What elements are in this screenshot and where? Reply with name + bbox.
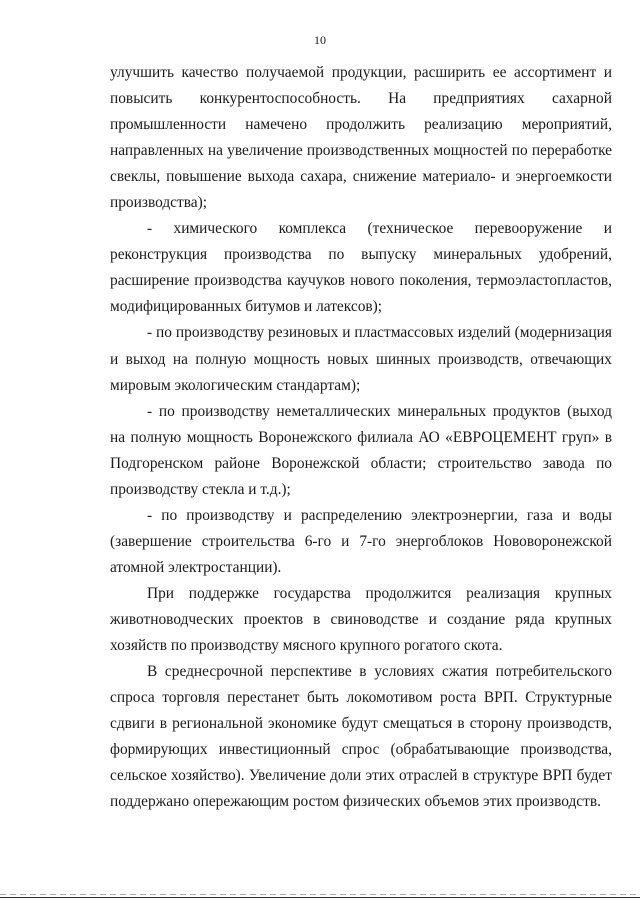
page-number: 10 <box>314 33 326 47</box>
document-body <box>110 60 612 815</box>
paragraph-electricity-gas-water: - по производству и распределению электроэнергии, газа и воды (завершение строительства 6-го и 7-го энергоблоков Нововоронежской атомной электростанции). <box>110 506 612 576</box>
paragraph-medium-term-outlook: В среднесрочной перспективе в условиях сжатия потребительского спроса торговля перестанет быть локомотивом роста ВРП. Структурные сдвиги в региональной экономике будут смещаться в сторону производств, формирующих инвестиционный спрос (обрабатывающие производства, сельское хозяйство). Увеличение доли этих отраслей в структуре ВРП будет поддержано опережающим ростом физических объемов этих производств. <box>110 663 612 811</box>
paragraph-nonmetallic-minerals: - по производству неметаллических минеральных продуктов (выход на полную мощность Воронежского филиала АО «ЕВРОЦЕМЕНТ груп» в Подгоренском районе Воронежской области; строительство завода по производству стекла и т.д.); <box>110 402 612 498</box>
paragraph-rubber-plastics: - по производству резиновых и пластмассовых изделий (модернизация и выход на полную мощность новых шинных производств, отвечающих мировым экологическим стандартам); <box>110 324 612 394</box>
paragraph-chemical-complex: - химического комплекса (техническое перевооружение и реконструкция производства по выпуску минеральных удобрений, расширение производства каучуков нового поколения, термоэластопластов, модифицированных битумов и латексов); <box>110 220 612 316</box>
bottom-scan-line <box>0 894 640 895</box>
paragraph-livestock: При поддержке государства продолжится реализация крупных животноводческих проектов в свиноводстве и создание ряда крупных хозяйств по производству мясного крупного рогатого скота. <box>110 584 612 655</box>
bottom-page-edge <box>0 897 640 898</box>
paragraph-continuation: улучшить качество получаемой продукции, расширить ее ассортимент и повысить конкурентоспособность. На предприятиях сахарной промышленности намечено продолжить реализацию мероприятий, направленных на увеличение производственных мощностей по переработке свеклы, повышение выхода сахара, снижение материало- и энергоемкости производства); <box>110 64 612 212</box>
